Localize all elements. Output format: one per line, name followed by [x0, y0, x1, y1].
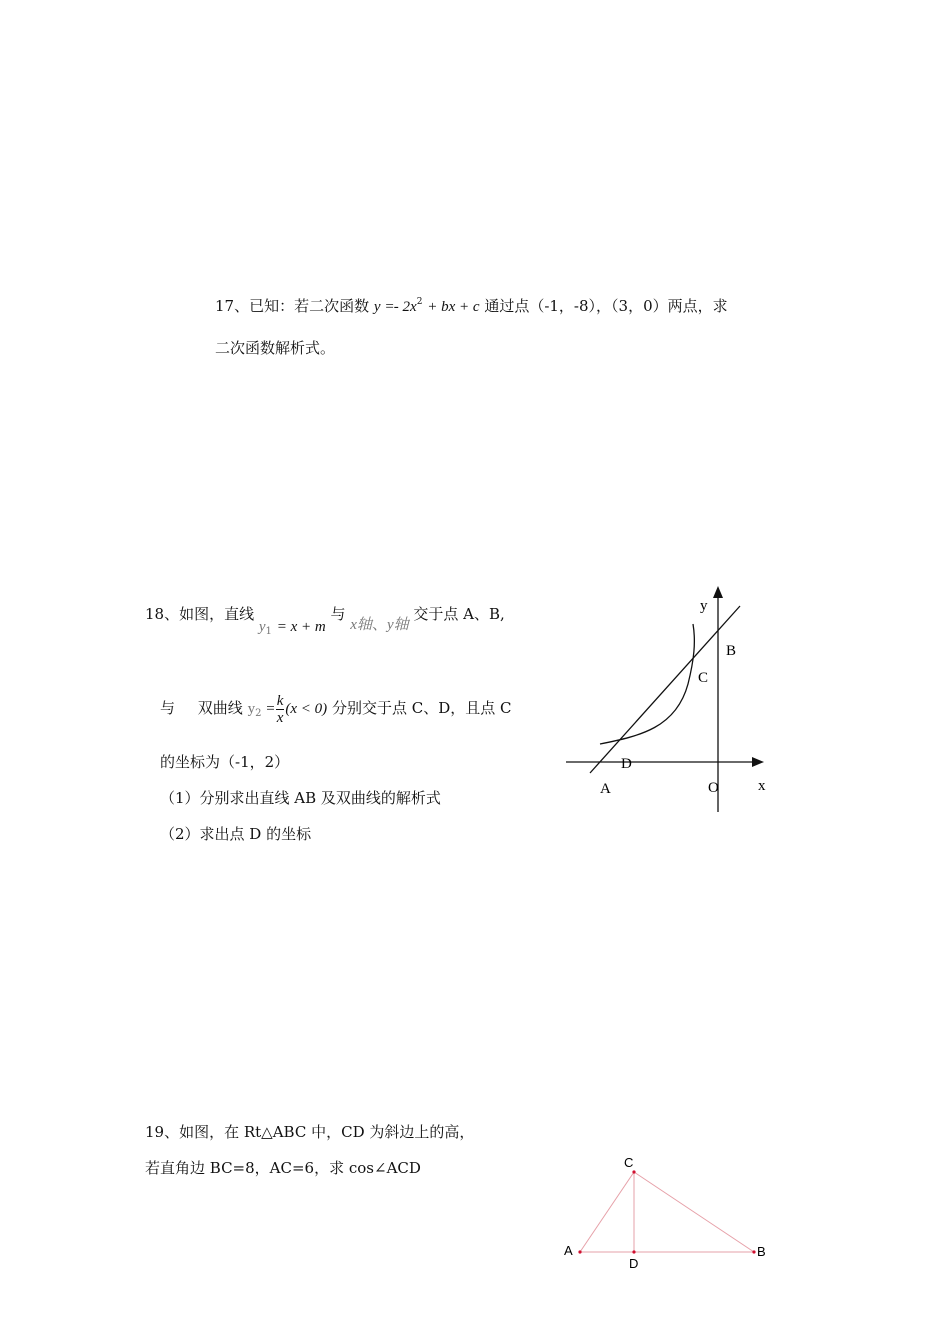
- q19-line2-b: cos∠ACD: [348, 1159, 421, 1177]
- q18-label-a: A: [600, 781, 611, 797]
- q18-figure: [560, 580, 780, 820]
- q18-y1-rest: = x + m: [276, 619, 326, 635]
- q19-line2-a: 若直角边 BC=8，AC=6，求: [145, 1159, 345, 1177]
- q18-y1-equation: [259, 617, 331, 635]
- q19-label-d: D: [629, 1256, 639, 1268]
- q18-part2: （2）求出点 D 的坐标: [160, 825, 312, 843]
- q18-line2-rest: 分别交于点 C、D，且点 C: [331, 699, 512, 717]
- q19-label-c: C: [624, 1155, 634, 1170]
- q18-y2-equals: =: [266, 701, 275, 717]
- q18-cond: (x < 0): [285, 701, 328, 717]
- q18-line2: [160, 686, 511, 730]
- q19-side-cb: [634, 1172, 754, 1252]
- q19-label-b: B: [757, 1244, 766, 1259]
- q19-point-c: [632, 1170, 635, 1173]
- q18-with: 与: [330, 605, 346, 623]
- q18-after: 交于点 A、B,: [413, 605, 505, 623]
- q18-line3: 的坐标为（-1，2）: [160, 753, 290, 771]
- q18-y2-var: y: [247, 701, 256, 717]
- q17-eq-equals: =: [385, 299, 394, 315]
- q19-point-b: [752, 1250, 755, 1253]
- q18-label-x: x: [758, 778, 766, 794]
- q17-suffix: 通过点（-1，-8），（3，0）两点，求: [484, 297, 728, 315]
- q18-frac-den: x: [276, 709, 284, 726]
- q18-label-o: O: [708, 780, 719, 796]
- q17-prefix: 17、已知：若二次函数: [215, 297, 370, 315]
- q18-y-arrow: [713, 586, 723, 598]
- q18-label-b: B: [726, 643, 737, 659]
- q19-label-a: A: [564, 1243, 573, 1258]
- q17-line2: 二次函数解析式。: [215, 339, 336, 357]
- q18-hyperbola: [600, 624, 694, 744]
- q18-label-y: y: [700, 598, 708, 614]
- q19-figure: [555, 1150, 785, 1268]
- q19-side-ac: [580, 1172, 634, 1252]
- q17-eq-rest: + bx + c: [427, 299, 480, 315]
- q18-sep: 、: [371, 615, 387, 633]
- q18-label-d: D: [621, 756, 632, 772]
- q19-line2: [145, 1158, 421, 1178]
- q18-line2-with: 与: [160, 699, 176, 717]
- q18-line2-hyper: 双曲线: [197, 699, 243, 717]
- q18-axes: [350, 615, 413, 633]
- q19-point-a: [578, 1250, 581, 1253]
- q17-eq-minus2x: - 2x: [393, 299, 417, 315]
- q17-eq-square: 2: [416, 297, 423, 307]
- q18-y2-equation: [247, 692, 332, 726]
- q19-point-d: [632, 1250, 635, 1253]
- q18-x-axis: x轴: [350, 617, 372, 633]
- q18-line1: [145, 604, 505, 637]
- q18-frac-num: k: [276, 692, 284, 709]
- q17-eq-y: y: [373, 299, 381, 315]
- q18-y2-sub: 2: [255, 708, 262, 719]
- q17-line1: [215, 292, 728, 317]
- q18-label-c: C: [698, 670, 709, 686]
- q18-y-axis: y轴: [386, 617, 409, 633]
- q18-prefix: 18、如图，直线: [145, 605, 255, 623]
- q19-line1: 19、如图，在 Rt△ABC 中，CD 为斜边上的高，: [145, 1123, 475, 1141]
- q18-x-arrow: [752, 757, 764, 767]
- q18-part1: （1）分别求出直线 AB 及双曲线的解析式: [160, 789, 441, 807]
- q18-fraction: [276, 693, 285, 726]
- q18-y1-var: y: [258, 619, 266, 635]
- q18-y1-sub: 1: [265, 626, 272, 637]
